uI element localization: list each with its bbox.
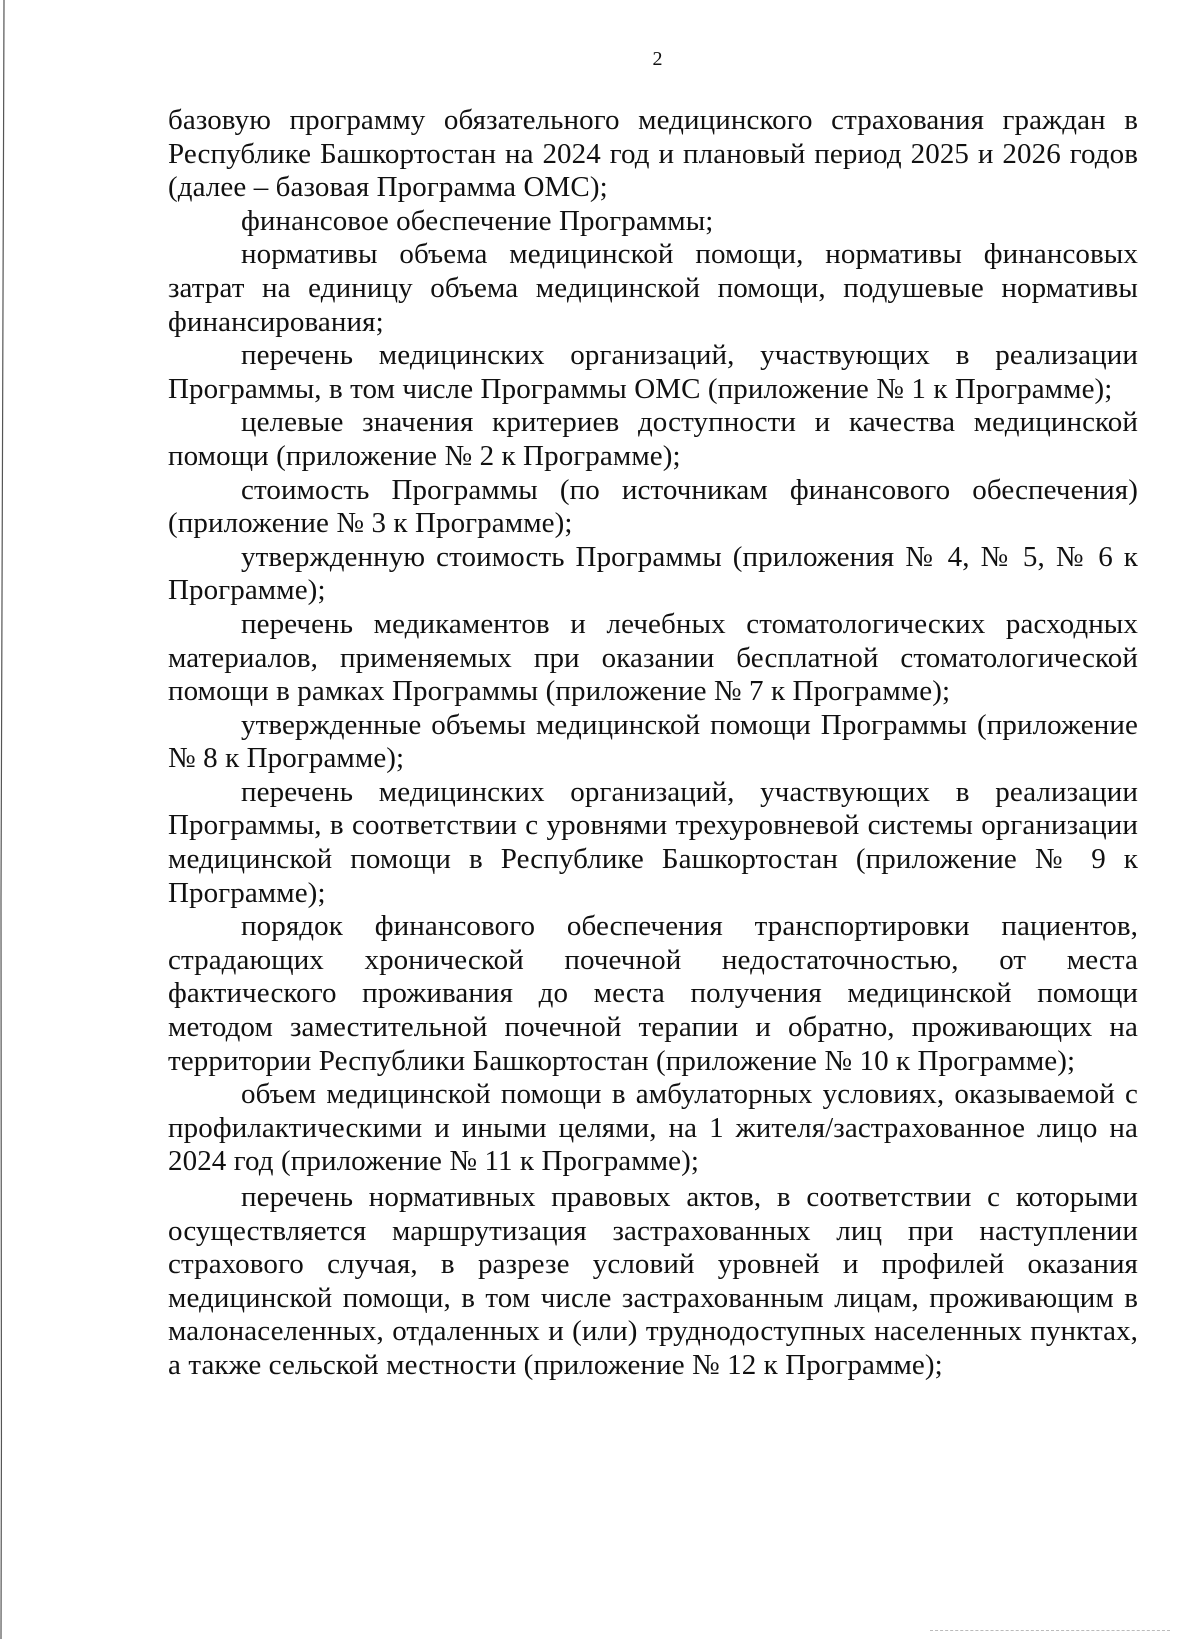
paragraph: перечень медикаментов и лечебных стоматологических расходных материалов, применяемых при оказании бесплатной стоматологической помощи в рамках Программы (приложение № 7 к Программе); [168, 607, 1138, 708]
paragraph: нормативы объема медицинской помощи, нормативы финансовых затрат на единицу объема медицинской помощи, подушевые нормативы финансирования; [168, 238, 1138, 338]
paragraph: перечень медицинских организаций, участвующих в реализации Программы, в соответствии с уровнями трехуровневой системы организации медицинской помощи в Республике Башкортостан (приложение № 9 к Программе); [168, 775, 1138, 909]
paragraph: утвержденную стоимость Программы (приложения № 4, № 5, № 6 к Программе); [168, 540, 1138, 607]
paragraph: стоимость Программы (по источникам финансового обеспечения) (приложение № 3 к Программе); [168, 473, 1138, 540]
page-number: 2 [652, 48, 663, 70]
paragraph: утвержденные объемы медицинской помощи Программы (приложение № 8 к Программе); [168, 708, 1138, 775]
paragraph: финансовое обеспечение Программы; [241, 204, 714, 237]
paragraph: порядок финансового обеспечения транспортировки пациентов, страдающих хронической почечной недостаточностью, от места фактического проживания до места получения медицинской помощи методом заместительной почечной терапии и обратно, проживающих на территории Республики Башкортостан (приложение № 10 к Программе); [168, 910, 1138, 1077]
paragraph: объем медицинской помощи в амбулаторных условиях, оказываемой с профилактическими и иными целями, на 1 жителя/застрахованное лицо на 2024 год (приложение № 11 к Программе); [168, 1078, 1138, 1178]
scan-artifact [930, 1630, 1170, 1633]
paragraph: перечень нормативных правовых актов, в соответствии с которыми осуществляется маршрутизация застрахованных лиц при наступлении страхового случая, в разрезе условий уровней и профилей оказания медицинской помощи, в том числе застрахованным лицам, проживающим в малонаселенных, отдаленных и (или) труднодоступных населенных пунктах, а также сельской местности (приложение № 12 к Программе); [168, 1181, 1138, 1381]
scan-edge-line [0, 0, 6, 1639]
paragraph: базовую программу обязательного медицинского страхования граждан в Республике Башкортостан на 2024 год и плановый период 2025 и 2026 годов (далее – базовая Программа ОМС); [168, 104, 1138, 204]
document-body [168, 104, 1138, 1383]
paragraph: перечень медицинских организаций, участвующих в реализации Программы, в том числе Программы ОМС (приложение № 1 к Программе); [168, 339, 1138, 405]
paragraph: целевые значения критериев доступности и качества медицинской помощи (приложение № 2 к Программе); [168, 406, 1138, 472]
